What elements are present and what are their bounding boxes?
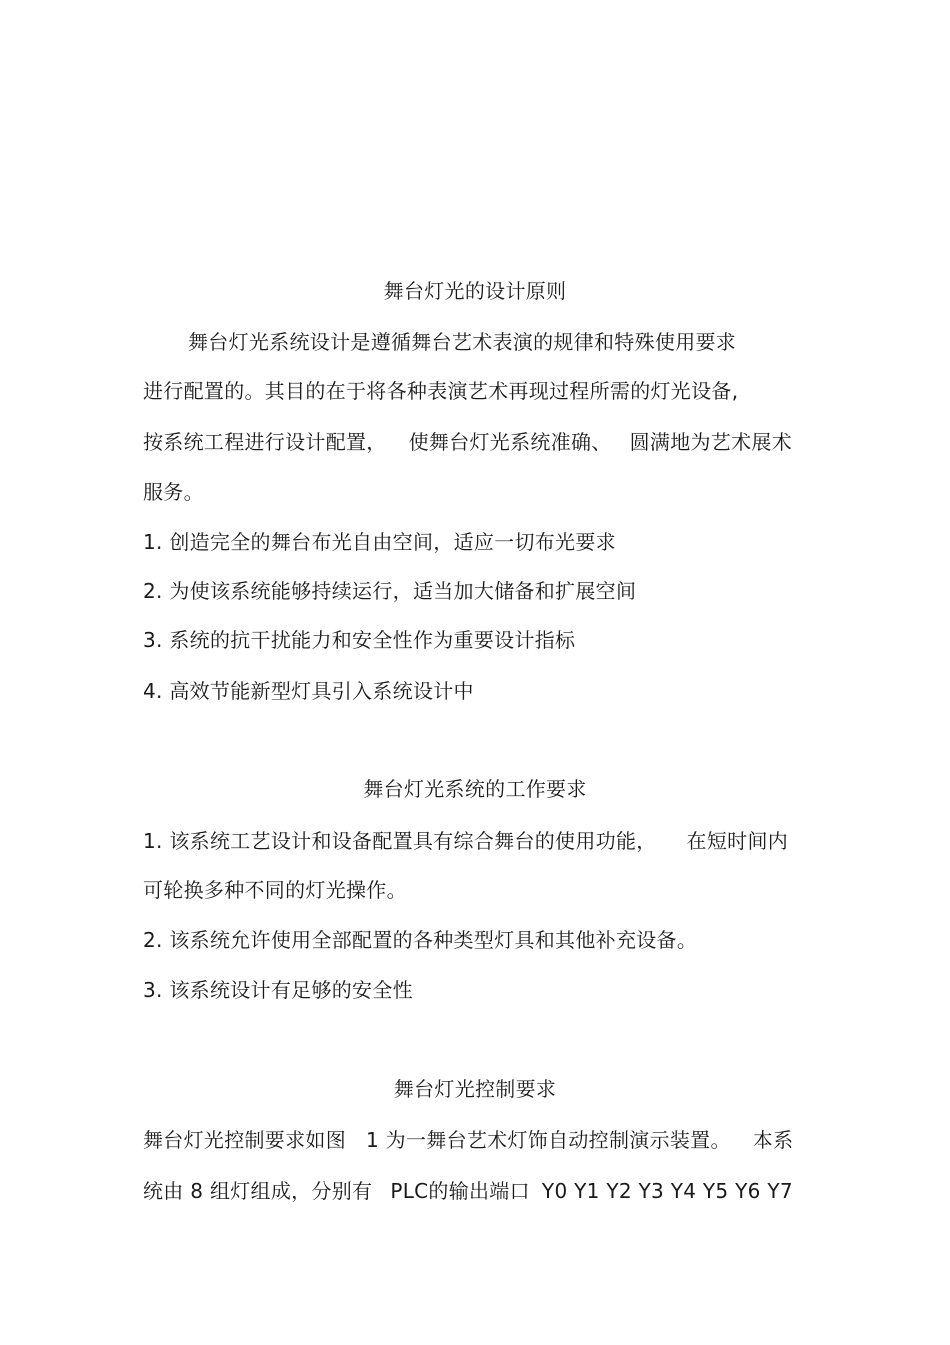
paragraph-line — [143, 1177, 793, 1205]
list-item: 1. 创造完全的舞台布光自由空间，适应一切布光要求 — [143, 530, 616, 554]
text-segment: 使舞台灯光系统准确、 — [408, 430, 612, 454]
list-item: 3. 系统的抗干扰能力和安全性作为重要设计指标 — [143, 628, 576, 652]
list-item — [143, 827, 788, 855]
text-segment: 圆满地为艺术展术 — [629, 430, 793, 454]
list-item: 可轮换多种不同的灯光操作。 — [143, 878, 407, 902]
text-segment: 统由 8 组灯组成，分别有 — [143, 1179, 373, 1203]
list-item: 4. 高效节能新型灯具引入系统设计中 — [143, 679, 474, 703]
text-segment: 按系统工程进行设计配置， — [143, 430, 387, 454]
text-segment: 在短时间内 — [686, 829, 789, 853]
text-segment: PLC的输出端口 — [390, 1179, 530, 1203]
text-segment: 本系 — [752, 1128, 794, 1152]
paragraph-line — [143, 1126, 793, 1154]
text-segment: 1 为一舞台艺术灯饰自动控制演示装置。 — [366, 1128, 731, 1152]
list-item: 3. 该系统设计有足够的安全性 — [143, 978, 413, 1002]
list-item: 2. 为使该系统能够持续运行，适当加大储备和扩展空间 — [143, 579, 637, 603]
paragraph-line: 服务。 — [143, 480, 204, 504]
section-title-control-requirements: 舞台灯光控制要求 — [393, 1077, 557, 1101]
paragraph-line: 舞台灯光系统设计是遵循舞台艺术表演的规律和特殊使用要求 — [188, 330, 737, 354]
section-title-design-principles: 舞台灯光的设计原则 — [383, 279, 567, 303]
paragraph-line — [143, 428, 792, 456]
paragraph-line: 进行配置的。其目的在于将各种表演艺术再现过程所需的灯光设备, — [143, 379, 739, 403]
section-title-work-requirements: 舞台灯光系统的工作要求 — [363, 777, 587, 801]
list-item: 2. 该系统允许使用全部配置的各种类型灯具和其他补充设备。 — [143, 928, 698, 952]
text-segment: 1. 该系统工艺设计和设备配置具有综合舞台的使用功能， — [143, 829, 657, 853]
text-segment: Y0 Y1 Y2 Y3 Y4 Y5 Y6 Y7 — [541, 1179, 793, 1203]
text-segment: 舞台灯光控制要求如图 — [143, 1128, 346, 1152]
